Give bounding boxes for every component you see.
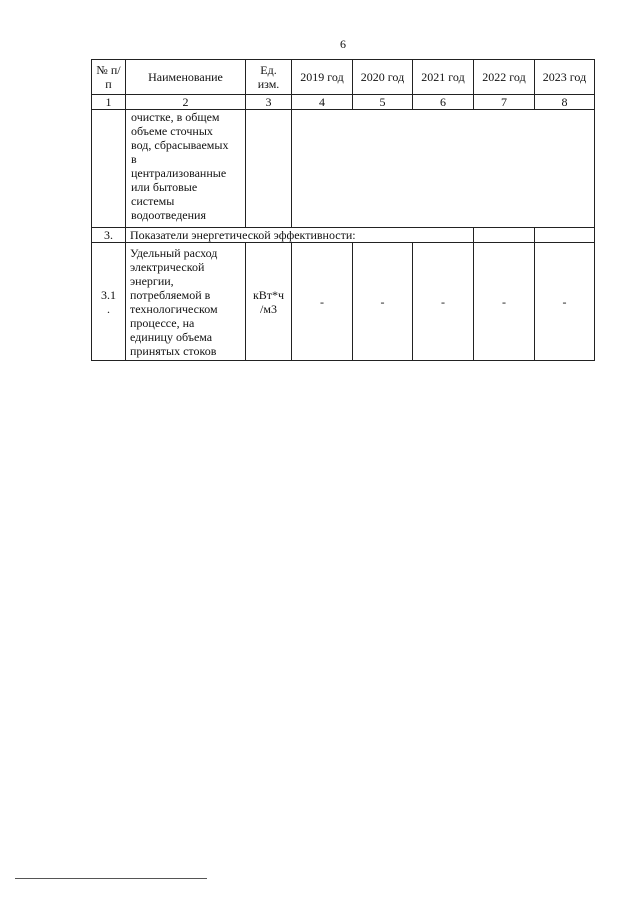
name-line: потребляемой в [130, 287, 211, 302]
value-2022: - [474, 243, 535, 361]
name-line: Удельный расход [130, 245, 218, 260]
header-num: № п/п [92, 60, 126, 95]
section-title: Показатели энергетической эффективности: [126, 228, 413, 243]
section-num: 3. [92, 228, 126, 243]
header-year-2020: 2020 год [353, 60, 413, 95]
name-line: технологическом [130, 301, 218, 316]
section-row [92, 228, 595, 243]
column-number: 6 [413, 95, 474, 110]
indicator-name [126, 243, 246, 361]
column-number: 7 [474, 95, 535, 110]
indicator-num [92, 243, 126, 361]
continuation-row [92, 110, 595, 228]
column-number: 1 [92, 95, 126, 110]
value-2020: - [353, 243, 413, 361]
indicator-row [92, 243, 595, 361]
column-number: 3 [246, 95, 292, 110]
num-line: 3.1 [101, 287, 116, 302]
footer-divider [15, 878, 207, 879]
indicators-table [91, 59, 595, 361]
unit-line: /м3 [260, 301, 277, 316]
section-empty-cell [474, 228, 535, 243]
header-unit: Ед. изм. [246, 60, 292, 95]
column-number: 8 [535, 95, 595, 110]
name-line: процессе, на [130, 315, 195, 330]
num-line: . [107, 301, 110, 316]
name-line: объеме сточных [131, 124, 213, 138]
value-2019: - [292, 243, 353, 361]
header-year-2023: 2023 год [535, 60, 595, 95]
column-number: 5 [353, 95, 413, 110]
name-line: системы [131, 194, 175, 208]
name-line: очистке, в общем [131, 110, 220, 124]
name-line: в [131, 152, 137, 166]
continuation-unit-cell [246, 110, 292, 228]
continuation-num-cell [92, 110, 126, 228]
name-line: водоотведения [131, 208, 206, 222]
section-empty-cell [413, 228, 474, 243]
header-year-2021: 2021 год [413, 60, 474, 95]
continuation-values-cell [292, 110, 595, 228]
page-number: 6 [340, 37, 346, 51]
name-line: или бытовые [131, 180, 198, 194]
value-2023: - [535, 243, 595, 361]
indicator-unit [246, 243, 292, 361]
column-number: 4 [292, 95, 353, 110]
name-line: единицу объема [130, 329, 213, 344]
name-line: электрической [130, 259, 205, 274]
unit-line: кВт*ч [252, 287, 285, 302]
header-year-2022: 2022 год [474, 60, 535, 95]
name-line: централизованные [131, 166, 227, 180]
column-numbers-row [92, 95, 595, 110]
column-number: 2 [126, 95, 246, 110]
continuation-name-cell [126, 110, 246, 228]
header-row [92, 60, 595, 95]
header-name: Наименование [126, 60, 246, 95]
section-empty-cell [535, 228, 595, 243]
value-2021: - [413, 243, 474, 361]
header-year-2019: 2019 год [292, 60, 353, 95]
name-line: принятых стоков [130, 343, 217, 358]
name-line: энергии, [130, 273, 174, 288]
name-line: вод, сбрасываемых [131, 138, 229, 152]
